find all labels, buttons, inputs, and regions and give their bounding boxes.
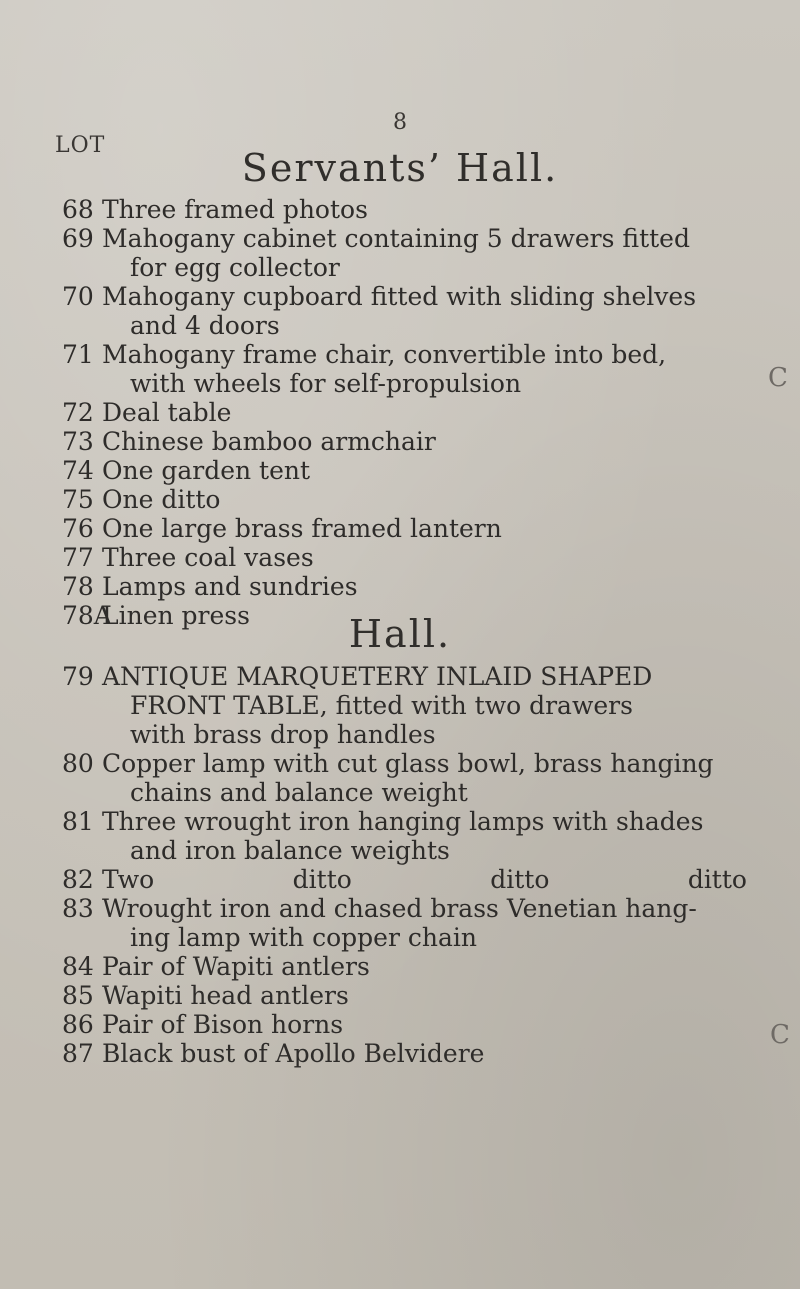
section-title-hall: Hall. — [348, 612, 452, 656]
lot-description — [102, 224, 747, 282]
lot-description: Three coal vases — [102, 543, 314, 572]
lot-number: 85 — [62, 981, 94, 1010]
ditto-word: Two — [102, 865, 155, 894]
lot-number: 73 — [62, 427, 94, 456]
lot-number: 77 — [62, 543, 94, 572]
lot-number: 78A — [62, 601, 112, 630]
lot-number: 83 — [62, 894, 94, 923]
lot-description: Pair of Wapiti antlers — [102, 952, 370, 981]
lot-description: Chinese bamboo armchair — [102, 427, 436, 456]
lot-item — [0, 981, 800, 1010]
lot-number: 74 — [62, 456, 94, 485]
lot-number: 86 — [62, 1010, 94, 1039]
lot-description: Deal table — [102, 398, 232, 427]
page-number: 8 — [393, 110, 407, 135]
lot-number: 70 — [62, 282, 94, 311]
lot-item — [0, 662, 800, 749]
lot-number: 84 — [62, 952, 94, 981]
lot-number: 82 — [62, 865, 94, 894]
lot-column-header: LOT — [55, 133, 106, 158]
lot-description — [102, 749, 747, 807]
lot-description-line: Wrought iron and chased brass Venetian hang- — [102, 894, 697, 923]
margin-annotation-mark: C — [770, 1020, 790, 1050]
lot-item — [0, 195, 800, 224]
lot-description-line: Mahogany cabinet containing 5 drawers fitted — [102, 224, 690, 253]
lot-description-line: Mahogany frame chair, convertible into bed, — [102, 340, 667, 369]
lot-description: One large brass framed lantern — [102, 514, 502, 543]
lot-description: One garden tent — [102, 456, 311, 485]
lot-description — [102, 282, 747, 340]
lot-description: Black bust of Apollo Belvidere — [102, 1039, 485, 1068]
lot-item — [0, 749, 800, 807]
lot-description-ditto-row — [102, 865, 747, 894]
lot-item — [0, 572, 800, 601]
section-title-servants-hall: Servants’ Hall. — [241, 146, 559, 190]
lot-item — [0, 427, 800, 456]
lot-description-continuation: for egg collector — [130, 253, 340, 282]
lot-item — [0, 952, 800, 981]
lot-item — [0, 224, 800, 282]
lot-number: 75 — [62, 485, 94, 514]
lot-description: Pair of Bison horns — [102, 1010, 344, 1039]
lot-number: 72 — [62, 398, 94, 427]
lot-description-line: ANTIQUE MARQUETERY INLAID SHAPED — [102, 662, 653, 691]
lot-description: Linen press — [102, 601, 250, 630]
lot-item — [0, 485, 800, 514]
lot-description-continuation: with wheels for self-propulsion — [130, 369, 522, 398]
lot-number: 68 — [62, 195, 94, 224]
lot-description — [102, 894, 747, 952]
lot-item — [0, 398, 800, 427]
lot-description-continuation: ing lamp with copper chain — [130, 923, 477, 952]
lot-number: 87 — [62, 1039, 94, 1068]
ditto-word: ditto — [687, 865, 747, 894]
lot-description — [102, 662, 747, 749]
lot-description — [102, 807, 747, 865]
lot-description: Three framed photos — [102, 195, 368, 224]
lot-item — [0, 1010, 800, 1039]
lot-description-continuation: and iron balance weights — [130, 836, 450, 865]
lot-description-line: Copper lamp with cut glass bowl, brass hanging — [102, 749, 714, 778]
lot-number: 76 — [62, 514, 94, 543]
lot-item — [0, 340, 800, 398]
lot-description-continuation: with brass drop handles — [130, 720, 436, 749]
lot-description: One ditto — [102, 485, 221, 514]
lot-number: 71 — [62, 340, 94, 369]
lot-description-continuation: FRONT TABLE, fitted with two drawers — [130, 691, 633, 720]
lot-description-continuation: chains and balance weight — [130, 778, 468, 807]
lot-item — [0, 514, 800, 543]
lot-number: 69 — [62, 224, 94, 253]
lot-description-line: Three wrought iron hanging lamps with shades — [102, 807, 704, 836]
hall-lot-list — [0, 662, 800, 1068]
lot-number: 81 — [62, 807, 94, 836]
lot-number: 79 — [62, 662, 94, 691]
lot-description — [102, 340, 747, 398]
ditto-word: ditto — [490, 865, 550, 894]
lot-item — [0, 1039, 800, 1068]
lot-description-line: Mahogany cupboard fitted with sliding shelves — [102, 282, 697, 311]
ditto-word: ditto — [292, 865, 352, 894]
lot-item — [0, 894, 800, 952]
lot-item — [0, 807, 800, 865]
lot-item — [0, 865, 800, 894]
lot-item — [0, 543, 800, 572]
lot-description: Wapiti head antlers — [102, 981, 349, 1010]
lot-number: 80 — [62, 749, 94, 778]
lot-item — [0, 456, 800, 485]
lot-description: Lamps and sundries — [102, 572, 358, 601]
lot-number: 78 — [62, 572, 94, 601]
lot-item — [0, 282, 800, 340]
margin-annotation-mark: C — [768, 363, 788, 393]
servants-hall-lot-list — [0, 195, 800, 630]
lot-description-continuation: and 4 doors — [130, 311, 280, 340]
